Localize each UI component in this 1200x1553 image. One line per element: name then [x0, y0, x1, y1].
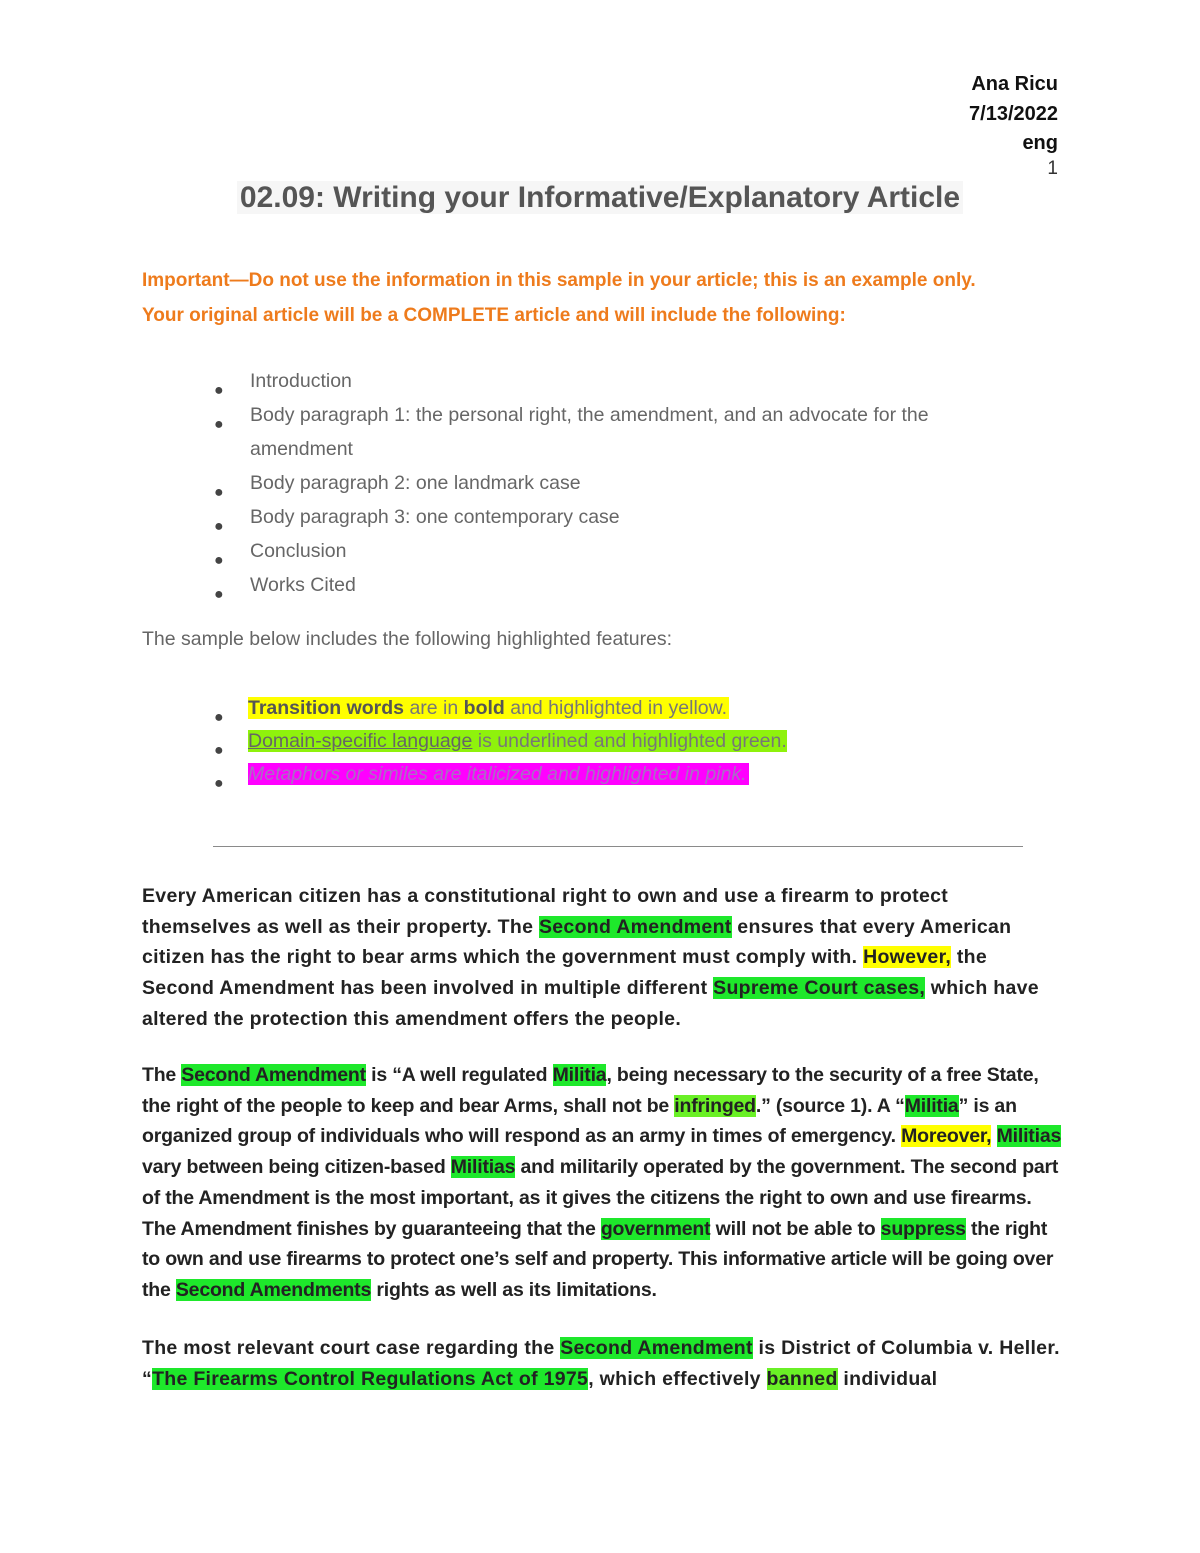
important-notice [142, 263, 1072, 333]
domain-term: government [600, 1217, 711, 1240]
domain-term: Second Amendment [560, 1337, 753, 1359]
bullet-icon: ● [214, 742, 224, 759]
feature-domain-language: Domain-specific language is underlined and highlighted green. [248, 730, 787, 752]
list-item: ● Works Cited [142, 568, 1042, 602]
domain-term: The Firearms Control Regulations Act of 1975 [152, 1367, 589, 1390]
domain-term: Militias [996, 1125, 1062, 1148]
header-block [969, 70, 1058, 159]
important-line-1: Important—Do not use the information in this sample in your article; this is an example only. [142, 270, 976, 291]
paragraph-intro: Every American citizen has a constitutional right to own and use a firearm to protect themselves as well as their property. The Second Amendment ensures that every American citizen has the right to bear arms which the government must comply with. However, the Second Amendment has been involved in multiple different Supreme Court cases, which have altered the protection this amendment offers the people. [142, 885, 1039, 1030]
paragraph-body: The Second Amendment is “A well regulated Militia, being necessary to the security of a free State, the right of the people to keep and bear Arms, shall not be infringed.” (source 1). A “Militia” is an organized group of individuals who will respond as an army in times of emergency. Moreover, Militias vary between being citizen-based Militias and militarily operated by the government. The second part of the Amendment is the most important, as it gives the citizens the right to own and use firearms. The Amendment finishes by guaranteeing that the government will not be able to suppress the right to own and use firearms to protect one’s self and property. This informative article will be going over the Second Amendments rights as well as its limitations. [142, 1064, 1062, 1301]
feature-transition-words: Transition words are in bold and highlighted in yellow. [248, 697, 728, 719]
header-date: 7/13/2022 [969, 102, 1058, 125]
domain-term: Second Amendments [175, 1278, 372, 1301]
bullet-icon: ● [214, 416, 224, 433]
sample-intro: The sample below includes the following highlighted features: [142, 628, 673, 650]
bullet-icon: ● [214, 775, 224, 792]
domain-term: Militias [450, 1156, 516, 1179]
domain-term: suppress [880, 1217, 966, 1240]
bullet-icon: ● [214, 518, 224, 535]
bullet-icon: ● [214, 382, 224, 399]
requirements-list [142, 364, 1042, 602]
transition-word: Moreover, [901, 1125, 992, 1148]
important-line-2: Your original article will be a COMPLETE article and will include the following: [142, 305, 846, 326]
transition-word: However, [863, 946, 952, 969]
domain-term: Supreme Court cases, [713, 977, 926, 1000]
bullet-icon: ● [214, 709, 224, 726]
list-item: ● Body paragraph 2: one landmark case [142, 466, 1042, 500]
list-item: ● Body paragraph 3: one contemporary case [142, 500, 1042, 534]
page-number: 1 [1047, 158, 1058, 179]
list-item [142, 758, 1042, 791]
domain-term: banned [766, 1367, 838, 1390]
bullet-icon: ● [214, 552, 224, 569]
list-item: ● Body paragraph 1: the personal right, the amendment, and an advocate for the amendment [214, 404, 929, 460]
course-name: eng [1022, 132, 1058, 154]
domain-term: infringed [674, 1094, 756, 1117]
paragraph-case: The most relevant court case regarding the Second Amendment is District of Columbia v. Heller. “The Firearms Control Regulations Act of 1975, which effectively banned individual [142, 1337, 1060, 1390]
author-name: Ana Ricu [971, 73, 1058, 95]
domain-term: Second Amendment [181, 1064, 366, 1086]
domain-term: Militia [904, 1094, 959, 1117]
divider-line [213, 846, 1023, 847]
features-list [142, 692, 1042, 791]
domain-term: Second Amendment [538, 915, 732, 938]
feature-metaphors: Metaphors or similes are italicized and highlighted in pink. [248, 763, 747, 785]
list-item: ● Introduction [142, 364, 1042, 398]
bullet-icon: ● [214, 484, 224, 501]
list-item [142, 692, 1042, 725]
list-item: ● Conclusion [142, 534, 1042, 568]
page-title: 02.09: Writing your Informative/Explanatory Article [0, 181, 1200, 215]
list-item [142, 725, 1042, 758]
bullet-icon: ● [214, 586, 224, 603]
domain-term: Militia [552, 1064, 607, 1086]
